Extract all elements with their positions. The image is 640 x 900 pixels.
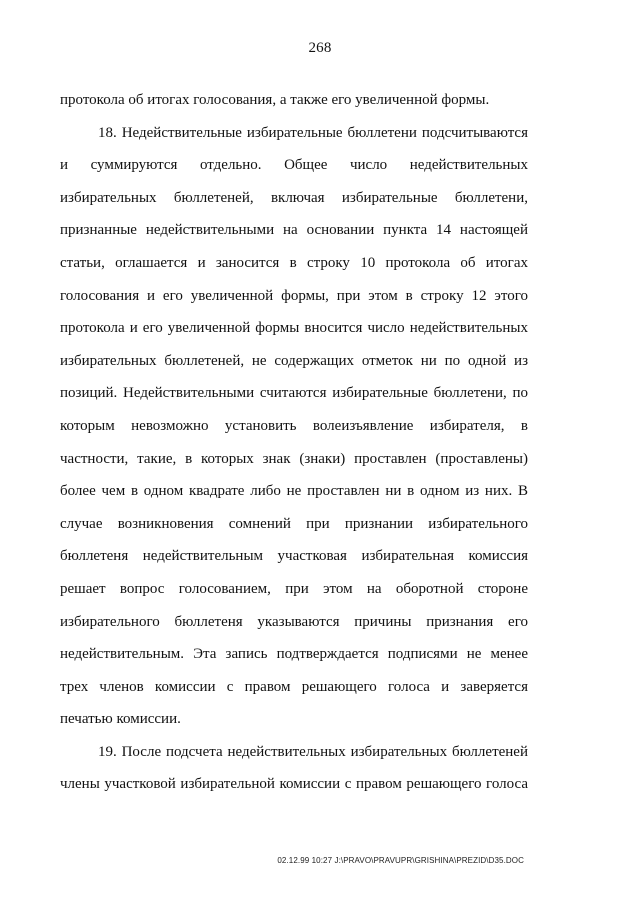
text-line: позиций. Недействительными считаются избирательные бюллетени, по — [60, 385, 528, 402]
text-line: голосования и его увеличенной формы, при этом в строку 12 этого — [60, 287, 528, 304]
text-line: недействительным. Эта запись подтверждается подписями не менее — [60, 646, 528, 663]
text-line: и суммируются отдельно. Общее число недействительных — [60, 157, 528, 174]
text-line: бюллетеня недействительным участковая избирательная комиссия — [60, 548, 528, 565]
file-path-footer: 02.12.99 10:27 J:\PRAVO\PRAVUPR\GRISHINA\PREZID\D35.DOC — [277, 856, 524, 865]
text-line: частности, такие, в которых знак (знаки) проставлен (проставлены) — [60, 450, 528, 467]
document-body — [60, 84, 528, 801]
text-line: статьи, оглашается и заносится в строку 10 протокола об итогах — [60, 254, 528, 271]
text-line: избирательных бюллетеней, включая избирательные бюллетени, — [60, 189, 528, 206]
text-line: избирательного бюллетеня указываются причины признания его — [60, 613, 528, 630]
text-line: члены участковой избирательной комиссии с правом решающего голоса — [60, 776, 528, 793]
text-line: протокола об итогах голосования, а также его увеличенной формы. — [60, 92, 490, 108]
text-line: избирательных бюллетеней, не содержащих отметок ни по одной из — [60, 352, 528, 369]
text-line: трех членов комиссии с правом решающего голоса и заверяется — [60, 678, 528, 695]
paragraph-18-start: 18. Недействительные избирательные бюллетени подсчитываются — [98, 124, 528, 141]
text-line: решает вопрос голосованием, при этом на оборотной стороне — [60, 580, 528, 597]
page-number: 268 — [308, 40, 332, 56]
paragraph-18-end: печатью комиссии. — [60, 711, 181, 728]
text-line: протокола и его увеличенной формы вносится число недействительных — [60, 320, 528, 337]
paragraph-19-start: 19. После подсчета недействительных избирательных бюллетеней — [98, 743, 528, 760]
text-line: которым невозможно установить волеизъявление избирателя, в — [60, 417, 528, 434]
text-line: случае возникновения сомнений при признании избирательного — [60, 515, 528, 532]
text-line: признанные недействительными на основании пункта 14 настоящей — [60, 222, 528, 239]
text-line: более чем в одном квадрате либо не проставлен ни в одном из них. В — [60, 483, 528, 500]
